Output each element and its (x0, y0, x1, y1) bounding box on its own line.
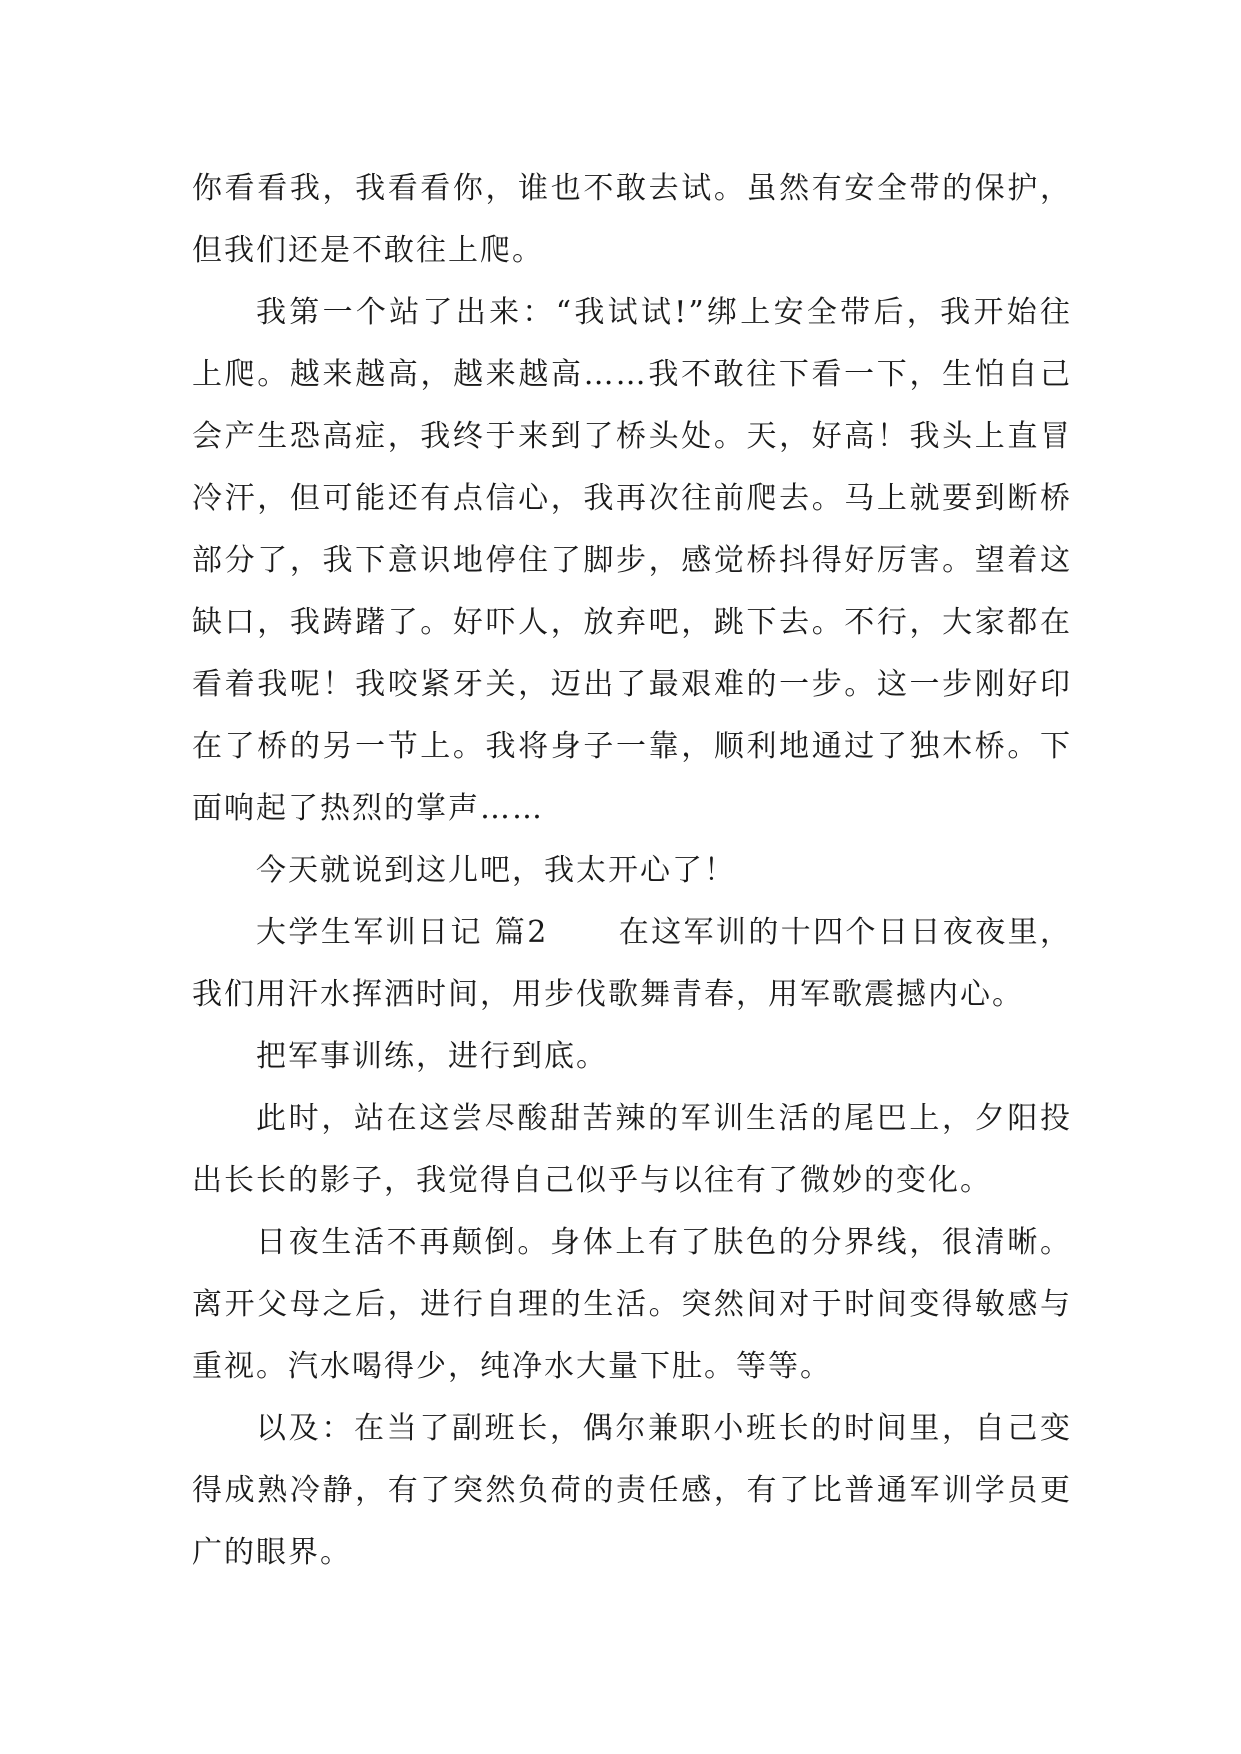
paragraph-5: 把军事训练，进行到底。 (256, 1039, 608, 1074)
paragraph-1: 你看看我，我看看你，谁也不敢去试。虽然有安全带的保护，但我们还是不敢往上爬。 (192, 171, 1072, 268)
paragraph-2: 我第一个站了出来：“我试试!”绑上安全带后，我开始往上爬。越来越高，越来越高……我不敢往下看一下，生怕自己会产生恐高症，我终于来到了桥头处。天，好高！我头上直冒冷汗，但可能还有点信心，我再次往前爬去。马上就要到断桥部分了，我下意识地停住了脚步，感觉桥抖得好厉害。望着这缺口，我踌躇了。好吓人，放弃吧，跳下去。不行，大家都在看着我呢！我咬紧牙关，迈出了最艰难的一步。这一步刚好印在了桥的另一节上。我将身子一靠，顺利地通过了独木桥。下面响起了热烈的掌声…… (192, 295, 1072, 826)
paragraph-4-body: 在这军训的十四个日日夜夜里，我们用汗水挥洒时间，用步伐歌舞青春，用军歌震撼内心。 (192, 915, 1073, 1012)
paragraph-8: 以及：在当了副班长，偶尔兼职小班长的时间里，自己变得成熟冷静，有了突然负荷的责任感，有了比普通军训学员更广的眼界。 (192, 1411, 1072, 1570)
document-body (192, 158, 1072, 1584)
section-heading: 大学生军训日记 篇2 (256, 915, 549, 950)
paragraph-6: 此时，站在这尝尽酸甜苦辣的军训生活的尾巴上，夕阳投出长长的影子，我觉得自己似乎与以往有了微妙的变化。 (192, 1101, 1072, 1198)
paragraph-3: 今天就说到这儿吧，我太开心了！ (256, 853, 736, 888)
paragraph-4 (192, 902, 1072, 1026)
paragraph-7: 日夜生活不再颠倒。身体上有了肤色的分界线，很清晰。离开父母之后，进行自理的生活。突然间对于时间变得敏感与重视。汽水喝得少，纯净水大量下肚。等等。 (192, 1225, 1072, 1384)
